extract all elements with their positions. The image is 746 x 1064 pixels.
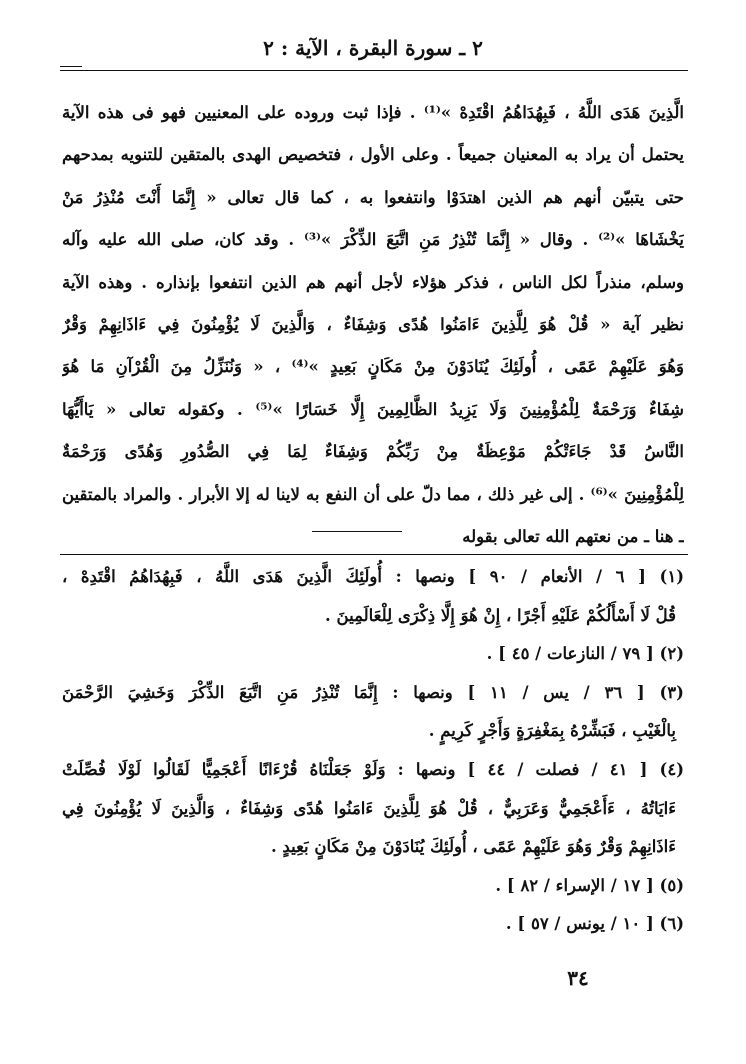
body-line: الَّذِينَ هَدَى اللَّهُ ، فَبِهُدَاهُمُ اقْتَدِهْ »⁽¹⁾ . فإذا ثبت وروده على المعنيين فهو فى هذه الآية bbox=[62, 103, 684, 122]
body-text bbox=[62, 92, 684, 558]
running-header: ٢ ـ سورة البقرة ، الآية : ٢ bbox=[263, 36, 483, 60]
footnote-item: (٦) [ ١٠ / يونس / ٥٧ ] . bbox=[505, 914, 684, 934]
body-line: لِلْمُؤْمِنِينَ »⁽⁶⁾ . إلى غير ذلك ، مما دلّ على أن النفع به لاينا له إلا الأبرار . والمراد بالمتقين bbox=[62, 484, 684, 504]
header-rule bbox=[60, 70, 688, 71]
section-separator bbox=[312, 531, 402, 532]
body-line: يَخْشَاهَا »⁽²⁾ . وقال « إِنَّمَا تُنْذِرُ مَنِ اتَّبَعَ الذِّكْرَ »⁽³⁾ . وقد كان، صلى الله عليه وآله bbox=[62, 230, 684, 250]
footnote-item: (٤) [ ٤١ / فصلت / ٤٤ ] ونصها : وَلَوْ جَعَلْنَاهُ قُرْءَانًا أَعْجَمِيًّا لَقَالُوا لَوْلَا فُصِّلَتْ bbox=[62, 759, 684, 779]
footnote-continuation: ءَاذَانِهِمْ وَقْرٌ وَهُوَ عَلَيْهِمْ عَمًى ، أُولَئِكَ يُنَادَوْنَ مِنْ مَكَانٍ بَعِيدٍ . bbox=[270, 837, 676, 857]
body-line: ـ هنا ـ من نعتهم الله تعالى بقوله bbox=[462, 527, 684, 547]
body-line: شِفَاءٌ وَرَحْمَةٌ لِلْمُؤْمِنِينَ وَلَا يَزِيدُ الظَّالِمِينَ إِلَّا خَسَارًا »⁽⁵⁾ . وكقوله تعالى « يَاأَيُّهَا bbox=[62, 399, 684, 419]
footnote-continuation: ءَايَاتُهُ ، ءَأَعْجَمِيٌّ وَعَرَبِيٌّ ، قُلْ هُوَ لِلَّذِينَ ءَامَنُوا هُدًى وَشِفَاءٌ ، وَالَّذِينَ لَا يُؤْمِنُونَ فِي bbox=[62, 798, 676, 818]
footnote-item: (٥) [ ١٧ / الإسراء / ٨٢ ] . bbox=[495, 875, 684, 895]
footnote-continuation: قُلْ لَا أَسْأَلُكُمْ عَلَيْهِ أَجْرًا ، إِنْ هُوَ إِلَّا ذِكْرَى لِلْعَالَمِينَ . bbox=[325, 605, 676, 625]
footnotes bbox=[62, 558, 684, 944]
page-number: ٣٤ bbox=[567, 966, 589, 990]
footnote-item: (٣) [ ٣٦ / يس / ١١ ] ونصها : إِنَّمَا تُنْذِرُ مَنِ اتَّبَعَ الذِّكْرَ وَخَشِيَ الرَّحْمَنَ bbox=[62, 682, 684, 702]
footnote-rule bbox=[60, 554, 688, 555]
footnote-item: (٢) [ ٧٩ / النازعات / ٤٥ ] . bbox=[486, 644, 684, 664]
body-line: وسلم، منذراً لكل الناس ، فذكر هؤلاء لأجل أنهم هم الذين انتفعوا بإنذاره . وهذه الآية bbox=[62, 272, 684, 292]
body-line: نظير آية « قُلْ هُوَ لِلَّذِينَ ءَامَنُوا هُدًى وَشِفَاءٌ ، وَالَّذِينَ لَا يُؤْمِنُونَ فِي ءَاذَانِهِمْ وَقْرٌ bbox=[62, 315, 684, 335]
body-line: النَّاسُ قَدْ جَاءَتْكُمْ مَوْعِظَةٌ مِنْ رَبِّكُمْ وَشِفَاءٌ لِمَا فِي الصُّدُورِ وَهُدًى وَرَحْمَةٌ bbox=[62, 442, 684, 462]
header-rule-tick bbox=[60, 66, 82, 67]
body-line: يحتمل أن يراد به المعنيان جميعاً . وعلى الأول ، فتخصيص الهدى بالمتقين للتنويه بمدحهم bbox=[62, 145, 684, 165]
body-line: وَهُوَ عَلَيْهِمْ عَمًى ، أُولَئِكَ يُنَادَوْنَ مِنْ مَكَانٍ بَعِيدٍ »⁽⁴⁾ ، « وَنُنَزِّلُ مِنَ الْقُرْآنِ مَا هُوَ bbox=[62, 357, 684, 377]
body-line: حتى يتبيّن أنهم هم الذين اهتدَوْا وانتفعوا به ، كما قال تعالى « إِنَّمَا أَنْتَ مُنْذِرُ مَنْ bbox=[62, 187, 684, 207]
footnote-continuation: بِالْغَيْبِ ، فَبَشِّرْهُ بِمَغْفِرَةٍ وَأَجْرٍ كَرِيمٍ . bbox=[428, 721, 676, 741]
footnote-item: (١) [ ٦ / الأنعام / ٩٠ ] ونصها : أُولَئِكَ الَّذِينَ هَدَى اللَّهُ ، فَبِهُدَاهُمُ اقْتَدِهْ ، bbox=[62, 567, 684, 586]
